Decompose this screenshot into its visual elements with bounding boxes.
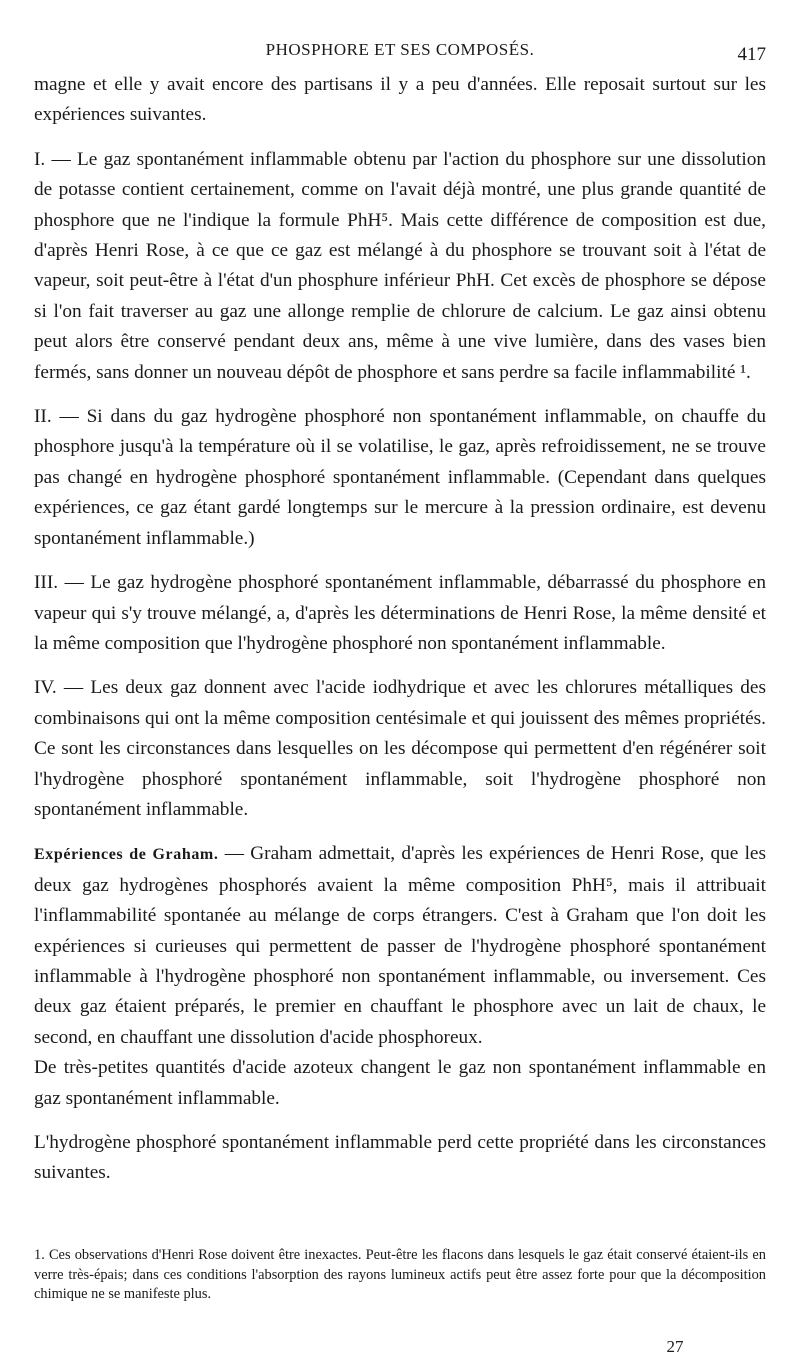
signature-mark: 27 <box>666 1337 684 1356</box>
paragraph-perte-propriete: L'hydrogène phosphoré spontanément inflammable perd cette propriété dans les circonstances suivantes. <box>34 1132 766 1184</box>
footnote <box>34 1246 766 1305</box>
body-text <box>34 70 766 1189</box>
section-heading-graham: Expériences de Graham. <box>34 846 219 864</box>
page-header <box>0 40 800 66</box>
footnote-text: 1. Ces observations d'Henri Rose doivent être inexactes. Peut-être les flacons dans lesquels le gaz était conservé étaient-ils en verre très-épais; dans ces conditions l'absorption des rayons lumineux actifs peut être assez forte pour que la décomposition chimique ne se manifeste plus. <box>34 1247 766 1302</box>
paragraph-continuation: magne et elle y avait encore des partisans il y a peu d'années. Elle reposait surtout sur les expériences suivantes. <box>34 74 766 126</box>
paragraph-iv: IV. — Les deux gaz donnent avec l'acide iodhydrique et avec les chlorures métalliques des combinaisons qui ont la même composition centésimale et qui jouissent des mêmes propriétés. Ce sont les circonstances dans lesquelles on les décompose qui permettent d'en régénérer soit l'hydrogène phosphoré spontanément inflammable, soit l'hydrogène phosphoré non spontanément inflammable. <box>34 677 766 820</box>
paragraph-i: I. — Le gaz spontanément inflammable obtenu par l'action du phosphore sur une dissolution de potasse contient certainement, comme on l'avait déjà montré, une plus grande quantité de phosphore que ne l'indique la formule PhH⁵. Mais cette différence de composition est due, d'après Henri Rose, à ce que ce gaz est mélangé à du phosphore se trouvant soit à l'état de vapeur, soit peut-être à l'état d'un phosphure inférieur PhH. Cet excès de phosphore se dépose si l'on fait traverser au gaz une allonge remplie de chlorure de calcium. Le gaz ainsi obtenu peut alors être conservé pendant deux ans, même à une vive lumière, dans des vases bien fermés, sans donner un nouveau dépôt de phosphore et sans perdre sa facile inflammabilité ¹. <box>34 148 766 383</box>
running-title: PHOSPHORE ET SES COMPOSÉS. <box>265 40 535 59</box>
paragraph-ii: II. — Si dans du gaz hydrogène phosphoré non spontanément inflammable, on chauffe du phosphore jusqu'à la température où il se volatilise, le gaz, après refroidissement, ne se trouve pas changé en hydrogène phosphoré spontanément inflammable. (Cependant dans quelques expériences, ce gaz étant gardé longtemps sur le mercure à la pression ordinaire, est devenu spontanément inflammable.) <box>34 406 766 549</box>
paragraph-acide-azoteux: De très-petites quantités d'acide azoteux changent le gaz non spontanément inflammable en gaz spontanément inflammable. <box>34 1057 766 1109</box>
paragraph-iii: III. — Le gaz hydrogène phosphoré spontanément inflammable, débarrassé du phosphore en vapeur qui s'y trouve mélangé, a, d'après les déterminations de Henri Rose, la même densité et la même composition que l'hydrogène phosphoré non spontanément inflammable. <box>34 572 766 654</box>
paragraph-graham-text: — Graham admettait, d'après les expériences de Henri Rose, que les deux gaz hydrogènes phosphorés avaient la même composition PhH⁵, mais il attribuait l'inflammabilité spontanée au mélange de corps étrangers. C'est à Graham que l'on doit les expériences si curieuses qui permettent de passer de l'hydrogène phosphoré spontanément inflammable à l'hydrogène phosphoré non spontanément inflammable, ou inversement. Ces deux gaz étaient préparés, le premier en chauffant le phosphore avec un lait de chaux, le second, en chauffant une dissolution d'acide phosphoreux. <box>34 843 766 1048</box>
paragraph-graham <box>34 839 766 1053</box>
page-number: 417 <box>737 44 766 65</box>
